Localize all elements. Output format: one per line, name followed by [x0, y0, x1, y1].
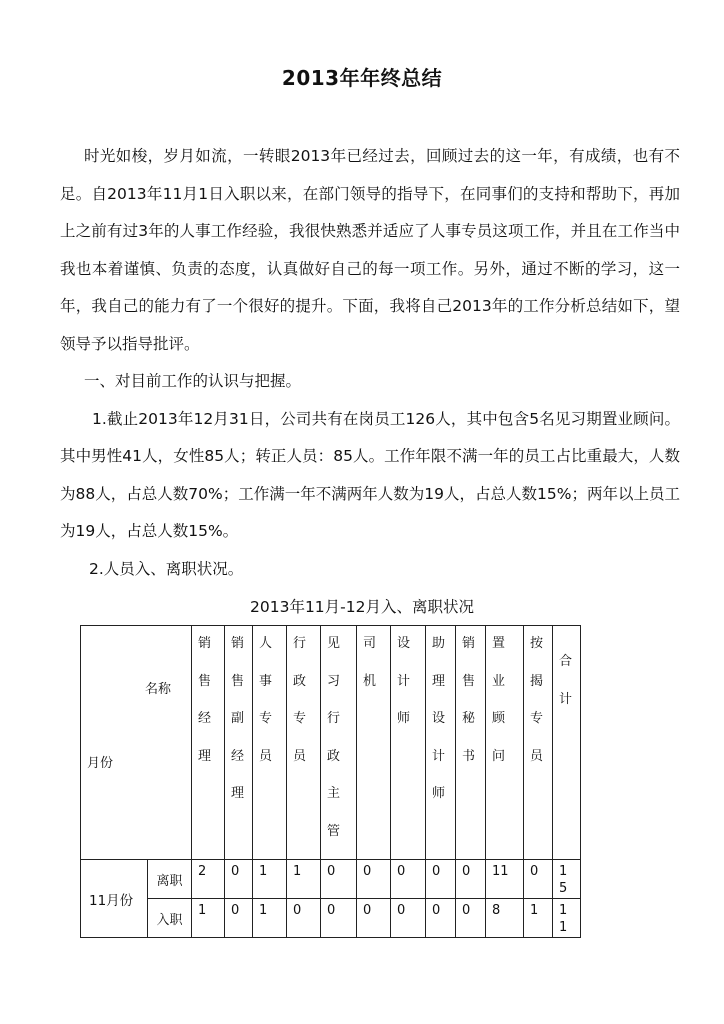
- turnover-heading: 2.人员入、离职状况。: [89, 559, 244, 578]
- turnover-table: [80, 625, 581, 938]
- section-heading: 一、对目前工作的认识与把握。: [84, 372, 302, 390]
- col-header-admin-specialist: 行 政 专 员: [287, 626, 321, 860]
- table-cell: 0: [321, 899, 357, 938]
- col-header-sales-secretary: 销 售 秘 书: [456, 626, 486, 860]
- col-header-total: 合 计: [553, 626, 581, 860]
- staff-summary-paragraph: 1.截止2013年12月31日，公司共有在岗员工126人，其中包含5名见习期置业顾问。其中男性41人，女性85人；转正人员：85人。工作年限不满一年的员工占比重最大，人数为88人，占总人数70%；工作满一年不满两年人数为19人，占总人数15%；两年以上员工为19人，占总人数15%。: [60, 409, 680, 540]
- table-row: [81, 860, 581, 899]
- col-header-sales-manager: 销 售 经 理: [192, 626, 225, 860]
- table-cell: 2: [192, 860, 225, 899]
- table-cell: 0: [524, 860, 553, 899]
- table-cell: 0: [357, 899, 391, 938]
- col-header-property-consultant: 置 业 顾 问: [486, 626, 524, 860]
- col-header-deputy-sales-manager: 销 售 副 经 理: [225, 626, 253, 860]
- table-cell: 1: [253, 860, 287, 899]
- table-cell: 0: [287, 899, 321, 938]
- table-cell: 1: [287, 860, 321, 899]
- table-cell: 1: [524, 899, 553, 938]
- col-header-driver: 司 机: [357, 626, 391, 860]
- table-cell: 0: [225, 899, 253, 938]
- intro-paragraph: 时光如梭，岁月如流，一转眼2013年已经过去，回顾过去的这一年，有成绩，也有不足。自2013年11月1日入职以来，在部门领导的指导下，在同事们的支持和帮助下，再加上之前有过3年的人事工作经验，我很快熟悉并适应了人事专员这项工作，并且在工作当中我也本着谨慎、负责的态度，认真做好自己的每一项工作。另外，通过不断的学习，这一年，我自己的能力有了一个很好的提升。下面，我将自己2013年的工作分析总结如下，望领导予以指导批评。: [60, 147, 680, 353]
- table-header-row: [81, 626, 581, 860]
- table-cell: 0: [225, 860, 253, 899]
- table-cell: 0: [357, 860, 391, 899]
- table-corner-cell: [81, 626, 192, 860]
- total-cell: 1 1: [553, 899, 581, 938]
- table-cell: 0: [456, 860, 486, 899]
- col-header-designer: 设 计 师: [391, 626, 426, 860]
- table-cell: 0: [426, 860, 456, 899]
- table-row: [81, 899, 581, 938]
- table-cell: 0: [426, 899, 456, 938]
- document-title: 2013年年终总结: [281, 66, 443, 90]
- table-cell: 0: [391, 860, 426, 899]
- table-cell: 0: [456, 899, 486, 938]
- col-header-trainee-admin-supervisor: 见 习 行 政 主 管: [321, 626, 357, 860]
- document-body: [60, 138, 680, 588]
- table-caption: 2013年11月-12月入、离职状况: [250, 598, 474, 616]
- table-cell: 11: [486, 860, 524, 899]
- corner-name-label: 名称: [145, 682, 172, 697]
- total-cell: 1 5: [553, 860, 581, 899]
- table-cell: 0: [321, 860, 357, 899]
- table-cell: 8: [486, 899, 524, 938]
- col-header-hr-specialist: 人 事 专 员: [253, 626, 287, 860]
- table-cell: 1: [192, 899, 225, 938]
- row-label-resigned: 离职: [148, 860, 192, 899]
- table-cell: 0: [391, 899, 426, 938]
- col-header-mortgage-specialist: 按 揭 专 员: [524, 626, 553, 860]
- month-cell: 11月份: [81, 860, 148, 938]
- col-header-assistant-designer: 助 理 设 计 师: [426, 626, 456, 860]
- table-cell: 1: [253, 899, 287, 938]
- row-label-hired: 入职: [148, 899, 192, 938]
- corner-month-label: 月份: [87, 756, 114, 771]
